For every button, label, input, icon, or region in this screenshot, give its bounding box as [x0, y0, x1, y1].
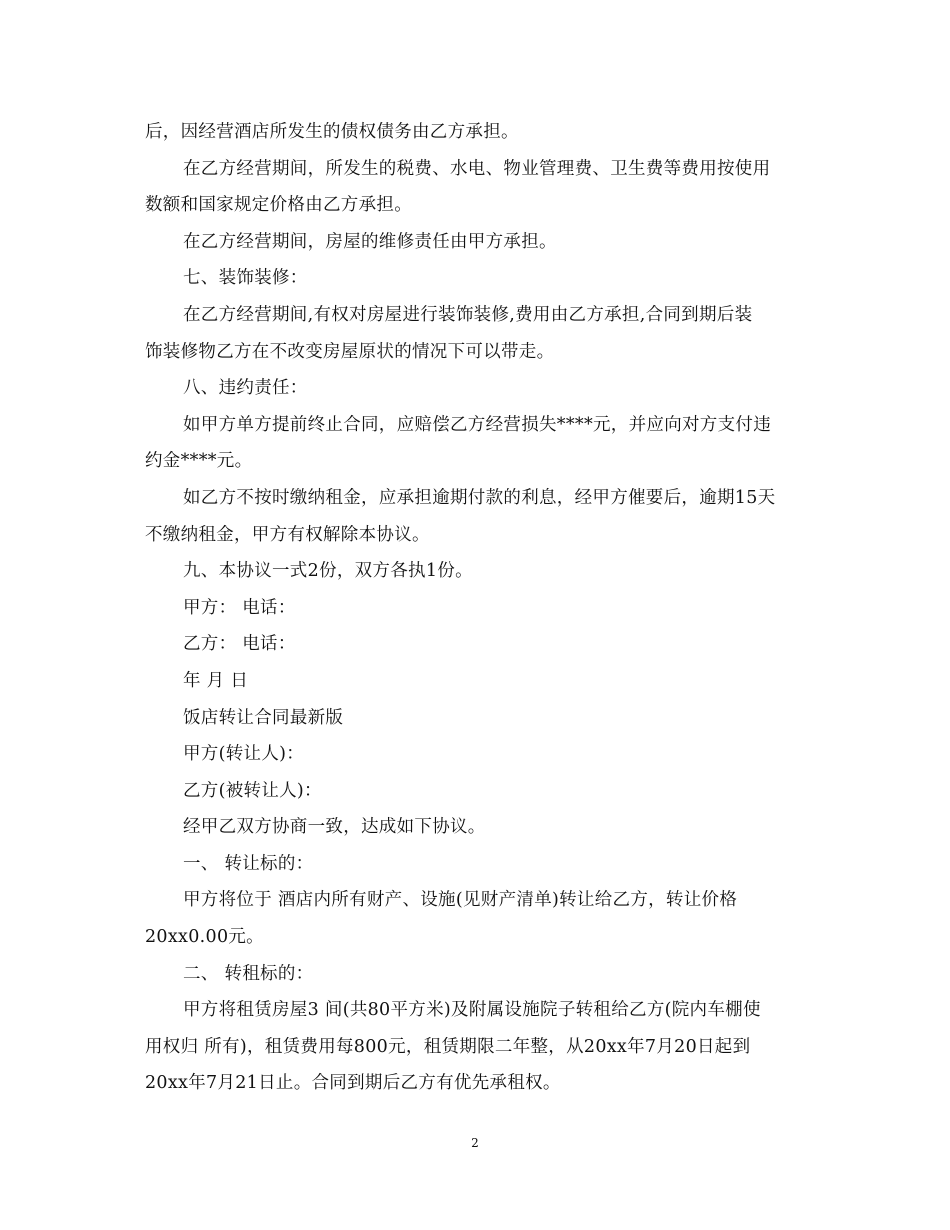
text-line: 后，因经营酒店所发生的债权债务由乙方承担。: [145, 122, 519, 142]
party-line: 甲方(转让人)：: [183, 744, 305, 765]
text-line: 在乙方经营期间，房屋的维修责任由甲方承担。: [183, 231, 557, 252]
signature-line: 乙方： 电话：: [183, 634, 296, 655]
text-line: 在乙方经营期间，所发生的税费、水电、物业管理费、卫生费等费用按使用: [183, 158, 771, 179]
text-line: 九、本协议一式2份，双方各执1份。: [183, 561, 473, 582]
text-line: 饰装修物乙方在不改变房屋原状的情况下可以带走。: [145, 341, 555, 362]
text-line: 20xx0.00元。: [145, 927, 264, 948]
text-line: 在乙方经营期间,有权对房屋进行装饰装修,费用由乙方承担,合同到期后装: [183, 304, 753, 325]
party-line: 乙方(被转让人)：: [183, 780, 322, 801]
date-line: 年 月 日: [183, 670, 249, 691]
section-heading: 一、 转让标的：: [183, 853, 314, 874]
document-body: [145, 114, 810, 1102]
text-line: 20xx年7月21日止。合同到期后乙方有优先承租权。: [145, 1073, 561, 1094]
text-line: 经甲乙双方协商一致，达成如下协议。: [183, 817, 486, 838]
signature-line: 甲方： 电话：: [183, 597, 296, 618]
text-line: 数额和国家规定价格由乙方承担。: [145, 195, 412, 216]
text-line: 不缴纳租金，甲方有权解除本协议。: [145, 524, 430, 545]
text-line: 如甲方单方提前终止合同，应赔偿乙方经营损失****元，并应向对方支付违: [183, 414, 771, 435]
page-number: 2: [471, 1136, 479, 1150]
section-heading: 七、装饰装修：: [183, 268, 308, 289]
text-line: 用权归 所有)，租赁费用每800元，租赁期限二年整，从20xx年7月20日起到: [145, 1036, 751, 1057]
text-line: 甲方将位于 酒店内所有财产、设施(见财产清单)转让给乙方，转让价格: [183, 890, 738, 911]
section-heading: 八、违约责任：: [183, 378, 308, 399]
text-line: 约金****元。: [145, 451, 253, 472]
document-title: 饭店转让合同最新版: [183, 707, 344, 728]
section-heading: 二、 转租标的：: [183, 963, 314, 984]
text-line: 如乙方不按时缴纳租金，应承担逾期付款的利息，经甲方催要后，逾期15天: [183, 487, 776, 508]
text-line: 甲方将租赁房屋3 间(共80平方米)及附属设施院子转租给乙方(院内车棚使: [183, 1000, 761, 1021]
